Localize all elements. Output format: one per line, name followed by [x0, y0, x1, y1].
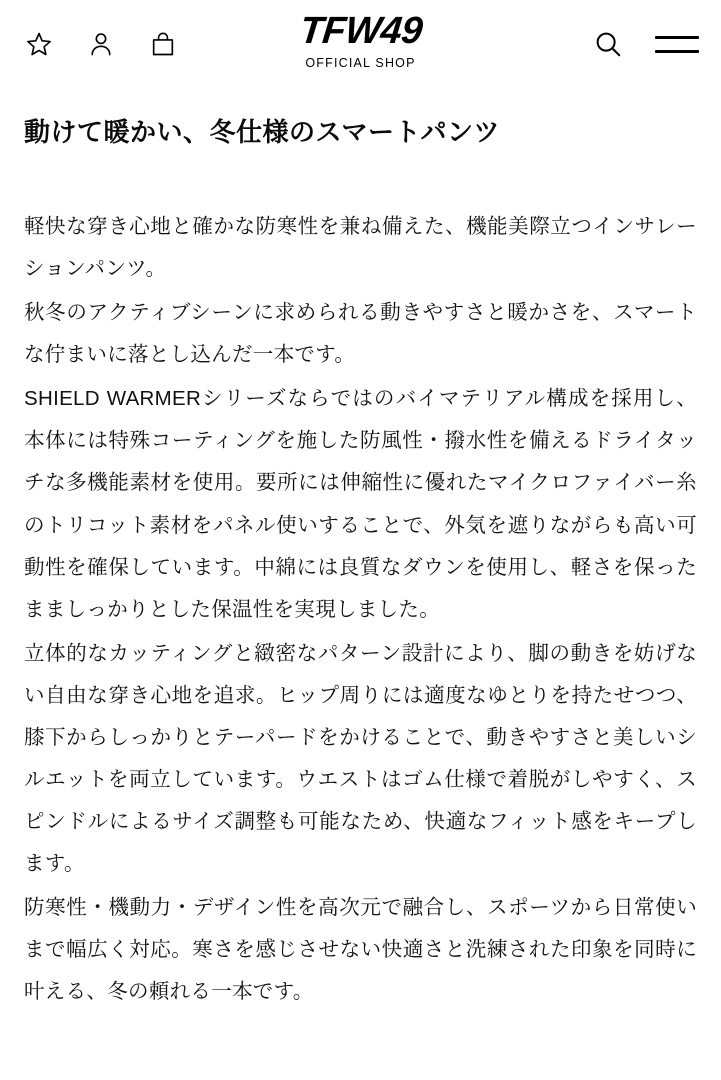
header-left-icons — [22, 27, 180, 61]
brand-name: TFW49 — [297, 10, 424, 52]
star-icon[interactable] — [22, 27, 56, 61]
site-header — [0, 0, 721, 88]
article-paragraph: SHIELD WARMERシリーズならではのバイマテリアル構成を採用し、本体には特殊コーティングを施した防風性・撥水性を備えるドライタッチな多機能素材を使用。要所には伸縮性に優れたマイクロファイバー糸のトリコット素材をパネル使いすることで、外気を遮りながらも高い可動性を確保しています。中綿には良質なダウンを使用し、軽さを保ったまましっかりとした保温性を実現しました。 — [24, 387, 697, 621]
hamburger-menu-icon[interactable] — [655, 31, 699, 57]
article-paragraph: 秋冬のアクティブシーンに求められる動きやすさと暖かさを、スマートな佇まいに落とし込んだ一本です。 — [24, 301, 697, 367]
article-paragraph: 立体的なカッティングと緻密なパターン設計により、脚の動きを妨げない自由な穿き心地を追求。ヒップ周りには適度なゆとりを持たせつつ、膝下からしっかりとテーパードをかけることで、動きやすさと美しいシルエットを両立しています。ウエストはゴム仕様で着脱がしやすく、スピンドルによるサイズ調整も可能なため、快適なフィット感をキープします。 — [24, 641, 697, 875]
article-content — [0, 114, 721, 1055]
search-icon[interactable] — [591, 27, 625, 61]
user-icon[interactable] — [84, 27, 118, 61]
page-title: 動けて暖かい、冬仕様のスマートパンツ — [24, 117, 500, 147]
brand-logo[interactable] — [297, 10, 424, 70]
bag-icon[interactable] — [146, 27, 180, 61]
brand-subtitle: OFFICIAL SHOP — [305, 56, 416, 70]
article-paragraph: 防寒性・機動力・デザイン性を高次元で融合し、スポーツから日常使いまで幅広く対応。寒さを感じさせない快適さと洗練された印象を同時に叶える、冬の頼れる一本です。 — [24, 895, 697, 1003]
article-paragraph: 軽快な穿き心地と確かな防寒性を兼ね備えた、機能美際立つインサレーションパンツ。 — [24, 215, 697, 281]
header-right-icons — [591, 27, 699, 61]
article-body — [24, 206, 697, 1012]
